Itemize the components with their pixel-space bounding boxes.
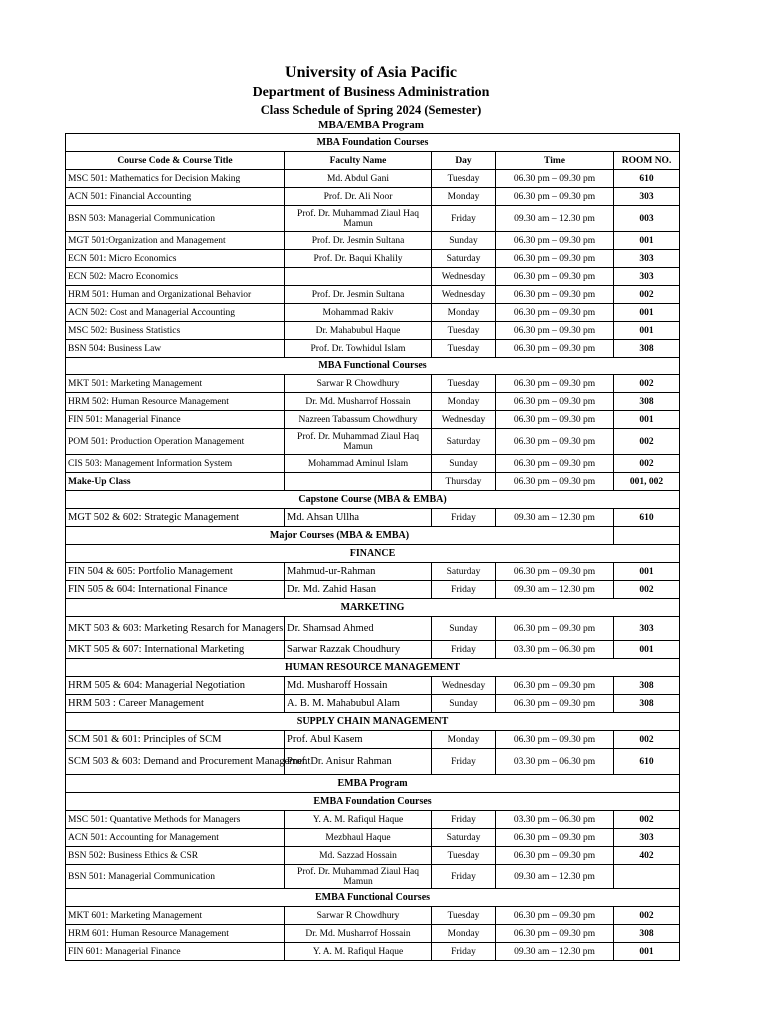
room-cell: 303 [614,250,680,268]
course-cell: ECN 502: Macro Economics [66,268,285,286]
course-cell: ACN 501: Financial Accounting [66,188,285,206]
faculty-cell [285,473,432,491]
table-row [66,617,680,641]
room-cell: 610 [614,749,680,775]
course-cell: FIN 601: Managerial Finance [66,943,285,961]
table-row [66,943,680,961]
course-cell: ACN 502: Cost and Managerial Accounting [66,304,285,322]
course-cell: Make-Up Class [66,473,285,491]
section-title: EMBA Foundation Courses [66,793,680,811]
section-title: MBA Foundation Courses [66,134,680,152]
table-row [66,232,680,250]
table-row [66,429,680,455]
table-row [66,829,680,847]
section-title: MARKETING [66,599,680,617]
time-cell: 06.30 pm – 09.30 pm [496,731,614,749]
time-cell: 06.30 pm – 09.30 pm [496,322,614,340]
day-cell: Wednesday [432,286,496,304]
time-cell: 06.30 pm – 09.30 pm [496,695,614,713]
table-row [66,677,680,695]
program-title: MBA/EMBA Program [318,119,424,131]
table-row [66,411,680,429]
section-title: EMBA Functional Courses [66,889,680,907]
day-cell: Wednesday [432,268,496,286]
faculty-cell: Y. A. M. Rafiqul Haque [285,943,432,961]
table-row [66,907,680,925]
table-row [66,393,680,411]
day-cell: Friday [432,509,496,527]
department-title: Department of Business Administration [252,85,490,100]
day-cell: Monday [432,304,496,322]
time-cell: 06.30 pm – 09.30 pm [496,188,614,206]
column-header: Faculty Name [285,152,432,170]
room-cell: 002 [614,907,680,925]
section-row [66,527,680,545]
faculty-cell: Prof. Dr. Muhammad Ziaul Haq Mamun [285,206,432,232]
faculty-cell: Md. Abdul Gani [285,170,432,188]
faculty-cell: Sarwar Razzak Choudhury [285,641,432,659]
day-cell: Friday [432,206,496,232]
table-row [66,581,680,599]
course-cell: HRM 501: Human and Organizational Behavior [66,286,285,304]
time-cell: 06.30 pm – 09.30 pm [496,250,614,268]
day-cell: Monday [432,188,496,206]
table-row [66,170,680,188]
room-cell: 303 [614,188,680,206]
faculty-cell: Md. Sazzad Hossain [285,847,432,865]
section-row [66,491,680,509]
course-cell: MSC 501: Mathematics for Decision Making [66,170,285,188]
course-cell: HRM 503 : Career Management [66,695,285,713]
room-cell: 002 [614,811,680,829]
day-cell: Tuesday [432,170,496,188]
course-cell: ACN 501: Accounting for Management [66,829,285,847]
table-row [66,340,680,358]
time-cell: 09.30 am – 12.30 pm [496,509,614,527]
faculty-cell: Mohammad Aminul Islam [285,455,432,473]
faculty-cell: Md. Musharoff Hossain [285,677,432,695]
time-cell: 09.30 am – 12.30 pm [496,206,614,232]
course-cell: FIN 505 & 604: International Finance [66,581,285,599]
day-cell: Friday [432,581,496,599]
day-cell: Saturday [432,429,496,455]
faculty-cell: Prof. Dr. Ali Noor [285,188,432,206]
faculty-cell: Sarwar R Chowdhury [285,375,432,393]
column-header: ROOM NO. [614,152,680,170]
table-row [66,749,680,775]
table-row [66,731,680,749]
table-row [66,455,680,473]
room-cell: 001 [614,232,680,250]
faculty-cell: Dr. Md. Musharrof Hossain [285,393,432,411]
section-row [66,889,680,907]
faculty-cell: Nazreen Tabassum Chowdhury [285,411,432,429]
day-cell: Tuesday [432,375,496,393]
room-cell: 002 [614,375,680,393]
room-cell: 308 [614,677,680,695]
table-row [66,375,680,393]
time-cell: 03.30 pm – 06.30 pm [496,811,614,829]
section-row [66,599,680,617]
course-cell: CIS 503: Management Information System [66,455,285,473]
section-row [66,545,680,563]
table-row [66,188,680,206]
table-row [66,865,680,889]
day-cell: Saturday [432,829,496,847]
time-cell: 06.30 pm – 09.30 pm [496,393,614,411]
faculty-cell: Md. Ahsan Ullha [285,509,432,527]
course-cell: BSN 502: Business Ethics & CSR [66,847,285,865]
course-cell: HRM 502: Human Resource Management [66,393,285,411]
course-cell: MSC 501: Quantative Methods for Managers [66,811,285,829]
course-cell: MKT 505 & 607: International Marketing [66,641,285,659]
faculty-cell: Prof. Dr. Baqui Khalily [285,250,432,268]
faculty-cell: A. B. M. Mahabubul Alam [285,695,432,713]
section-title: Major Courses (MBA & EMBA) [66,527,614,545]
course-cell: BSN 501: Managerial Communication [66,865,285,889]
room-cell: 610 [614,509,680,527]
time-cell: 06.30 pm – 09.30 pm [496,411,614,429]
section-title: HUMAN RESOURCE MANAGEMENT [66,659,680,677]
time-cell: 09.30 am – 12.30 pm [496,943,614,961]
schedule-title: Class Schedule of Spring 2024 (Semester) [260,103,482,117]
day-cell: Saturday [432,563,496,581]
faculty-cell: Prof. Dr. Towhidul Islam [285,340,432,358]
section-row [66,358,680,375]
empty-cell [614,527,680,545]
section-title: SUPPLY CHAIN MANAGEMENT [66,713,680,731]
faculty-cell: Prof. Dr. Anisur Rahman [285,749,432,775]
table-row [66,695,680,713]
university-title: University of Asia Pacific [285,64,457,81]
course-cell: SCM 501 & 601: Principles of SCM [66,731,285,749]
table-row [66,641,680,659]
day-cell: Monday [432,731,496,749]
room-cell: 001 [614,563,680,581]
course-cell: BSN 503: Managerial Communication [66,206,285,232]
day-cell: Friday [432,641,496,659]
section-row [66,134,680,152]
room-cell: 001 [614,943,680,961]
day-cell: Wednesday [432,411,496,429]
day-cell: Thursday [432,473,496,491]
room-cell: 303 [614,617,680,641]
faculty-cell: Mahmud-ur-Rahman [285,563,432,581]
day-cell: Sunday [432,617,496,641]
day-cell: Friday [432,943,496,961]
table-row [66,925,680,943]
column-header: Course Code & Course Title [66,152,285,170]
table-row [66,473,680,491]
time-cell: 06.30 pm – 09.30 pm [496,170,614,188]
time-cell: 06.30 pm – 09.30 pm [496,268,614,286]
faculty-cell: Y. A. M. Rafiqul Haque [285,811,432,829]
faculty-cell: Mohammad Rakiv [285,304,432,322]
room-cell: 002 [614,286,680,304]
room-cell: 308 [614,695,680,713]
course-cell: FIN 501: Managerial Finance [66,411,285,429]
time-cell: 06.30 pm – 09.30 pm [496,375,614,393]
time-cell: 06.30 pm – 09.30 pm [496,340,614,358]
faculty-cell: Dr. Md. Musharrof Hossain [285,925,432,943]
section-row [66,793,680,811]
section-row [66,713,680,731]
course-cell: FIN 504 & 605: Portfolio Management [66,563,285,581]
time-cell: 06.30 pm – 09.30 pm [496,563,614,581]
day-cell: Wednesday [432,677,496,695]
faculty-cell: Prof. Dr. Muhammad Ziaul Haq Mamun [285,429,432,455]
room-cell: 001 [614,641,680,659]
course-cell: ECN 501: Micro Economics [66,250,285,268]
course-cell: HRM 601: Human Resource Management [66,925,285,943]
course-cell: MKT 501: Marketing Management [66,375,285,393]
room-cell: 303 [614,268,680,286]
time-cell: 06.30 pm – 09.30 pm [496,829,614,847]
day-cell: Tuesday [432,322,496,340]
day-cell: Monday [432,393,496,411]
day-cell: Tuesday [432,340,496,358]
day-cell: Friday [432,811,496,829]
course-cell: MGT 502 & 602: Strategic Management [66,509,285,527]
room-cell: 001 [614,411,680,429]
faculty-cell: Prof. Dr. Jesmin Sultana [285,232,432,250]
time-cell: 06.30 pm – 09.30 pm [496,473,614,491]
time-cell: 06.30 pm – 09.30 pm [496,617,614,641]
faculty-cell: Prof. Dr. Jesmin Sultana [285,286,432,304]
day-cell: Sunday [432,232,496,250]
room-cell: 308 [614,925,680,943]
table-row [66,563,680,581]
faculty-cell [285,268,432,286]
faculty-cell: Mezbhaul Haque [285,829,432,847]
room-cell: 610 [614,170,680,188]
column-header: Time [496,152,614,170]
room-cell: 002 [614,429,680,455]
day-cell: Saturday [432,250,496,268]
room-cell: 003 [614,206,680,232]
time-cell: 03.30 pm – 06.30 pm [496,749,614,775]
time-cell: 06.30 pm – 09.30 pm [496,429,614,455]
room-cell: 402 [614,847,680,865]
faculty-cell: Prof. Abul Kasem [285,731,432,749]
course-cell: HRM 505 & 604: Managerial Negotiation [66,677,285,695]
room-cell [614,865,680,889]
time-cell: 06.30 pm – 09.30 pm [496,304,614,322]
day-cell: Friday [432,749,496,775]
table-row [66,847,680,865]
room-cell: 001 [614,304,680,322]
course-cell: MKT 601: Marketing Management [66,907,285,925]
room-cell: 002 [614,581,680,599]
time-cell: 06.30 pm – 09.30 pm [496,925,614,943]
faculty-cell: Dr. Md. Zahid Hasan [285,581,432,599]
time-cell: 06.30 pm – 09.30 pm [496,677,614,695]
time-cell: 03.30 pm – 06.30 pm [496,641,614,659]
faculty-cell: Dr. Shamsad Ahmed [285,617,432,641]
day-cell: Monday [432,925,496,943]
time-cell: 06.30 pm – 09.30 pm [496,455,614,473]
course-cell: MSC 502: Business Statistics [66,322,285,340]
table-row [66,268,680,286]
faculty-cell: Dr. Mahabubul Haque [285,322,432,340]
course-cell: BSN 504: Business Law [66,340,285,358]
room-cell: 303 [614,829,680,847]
section-row [66,659,680,677]
schedule-table [65,133,680,961]
time-cell: 06.30 pm – 09.30 pm [496,286,614,304]
schedule-table-body [66,134,680,961]
course-cell: POM 501: Production Operation Management [66,429,285,455]
table-row [66,250,680,268]
table-row [66,322,680,340]
day-cell: Sunday [432,455,496,473]
table-row [66,286,680,304]
faculty-cell: Prof. Dr. Muhammad Ziaul Haq Mamun [285,865,432,889]
time-cell: 06.30 pm – 09.30 pm [496,232,614,250]
faculty-cell: Sarwar R Chowdhury [285,907,432,925]
time-cell: 09.30 am – 12.30 pm [496,581,614,599]
room-cell: 001, 002 [614,473,680,491]
day-cell: Sunday [432,695,496,713]
table-row [66,811,680,829]
time-cell: 09.30 am – 12.30 pm [496,865,614,889]
course-cell: MKT 503 & 603: Marketing Resarch for Managers [66,617,285,641]
table-row [66,304,680,322]
course-cell: SCM 503 & 603: Demand and Procurement Management [66,749,285,775]
section-title: FINANCE [66,545,680,563]
section-row [66,775,680,793]
time-cell: 06.30 pm – 09.30 pm [496,847,614,865]
course-cell: MGT 501:Organization and Management [66,232,285,250]
room-cell: 308 [614,340,680,358]
section-title: EMBA Program [66,775,680,793]
table-row [66,509,680,527]
day-cell: Friday [432,865,496,889]
section-title: MBA Functional Courses [66,358,680,375]
day-cell: Tuesday [432,907,496,925]
room-cell: 002 [614,455,680,473]
day-cell: Tuesday [432,847,496,865]
room-cell: 308 [614,393,680,411]
table-row [66,206,680,232]
room-cell: 001 [614,322,680,340]
column-header-row [66,152,680,170]
column-header: Day [432,152,496,170]
section-title: Capstone Course (MBA & EMBA) [66,491,680,509]
room-cell: 002 [614,731,680,749]
time-cell: 06.30 pm – 09.30 pm [496,907,614,925]
